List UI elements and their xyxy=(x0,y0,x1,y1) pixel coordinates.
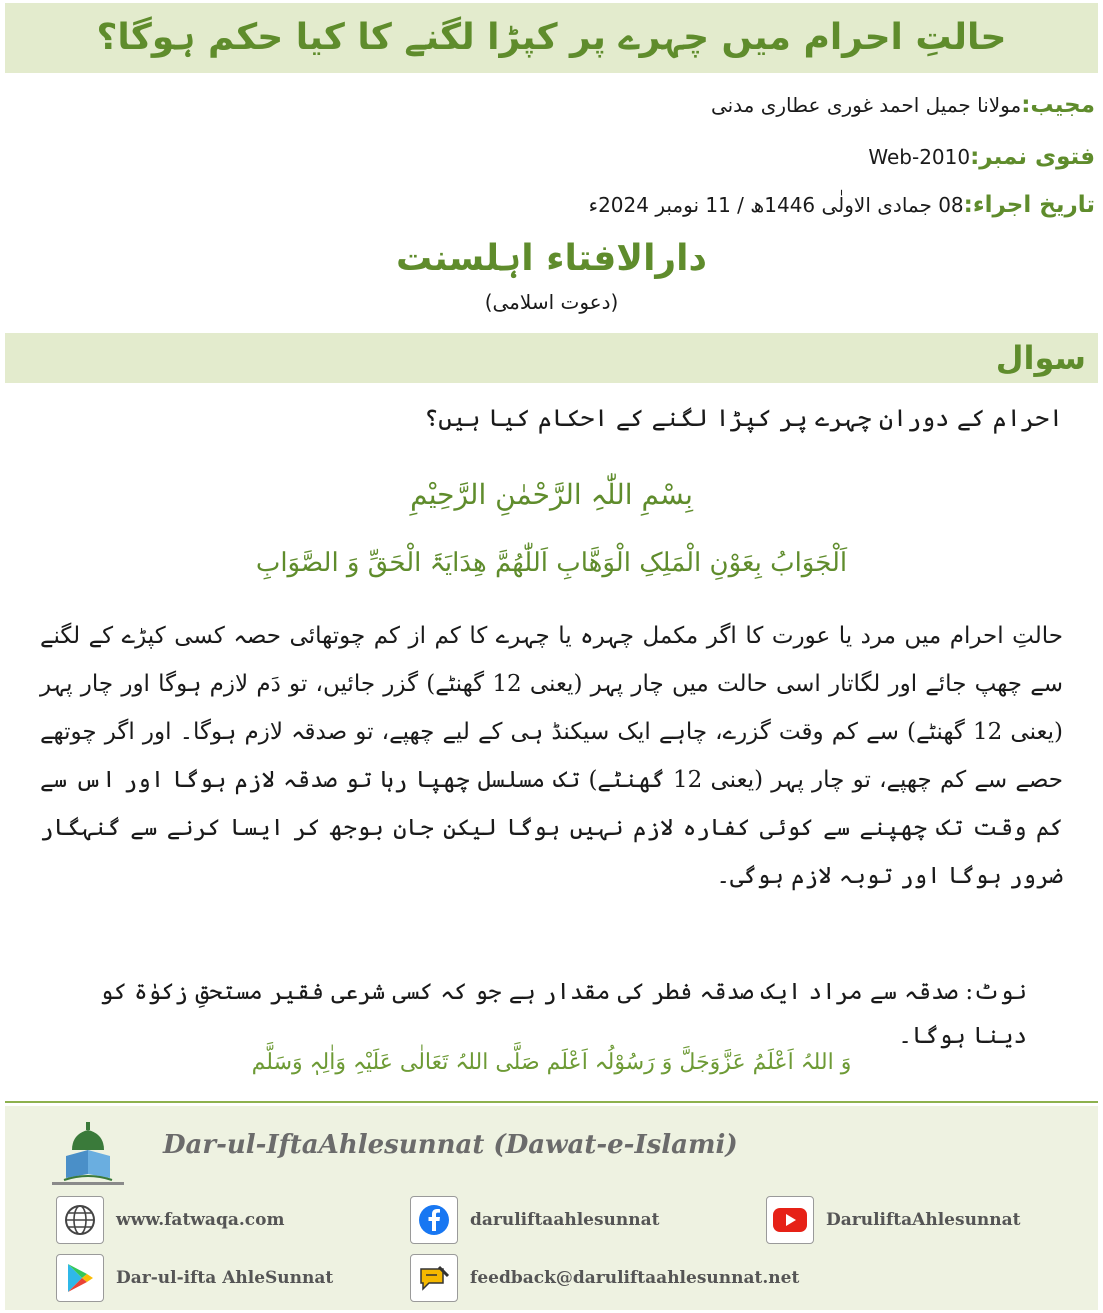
feedback-link[interactable] xyxy=(410,1254,799,1302)
play-store-link[interactable] xyxy=(56,1254,333,1302)
footer-org-name: Dar-ul-IftaAhlesunnat (Dawat-e-Islami) xyxy=(163,1130,738,1160)
issue-date-value: 08 جمادی الاولٰی 1446ھ / 11 نومبر 2024ء xyxy=(588,193,964,217)
play-store-text: Dar-ul-ifta AhleSunnat xyxy=(116,1268,334,1288)
facebook-icon xyxy=(410,1196,458,1244)
note-text: نوٹ: صدقہ سے مراد ایک صدقہ فطر کی مقدار ہے جو کہ کسی شرعی فقیر مستحقِ زکوٰۃ کو دینا ہوگا۔ xyxy=(99,979,1027,1049)
closing-formula: وَ اللہُ اَعْلَمُ عَزَّوَجَلَّ وَ رَسُوْلُہ اَعْلَم صَلَّی اللہُ تَعَالٰی عَلَیْہِ وَاٰلِہٖ وَسَلَّم xyxy=(251,1050,852,1075)
facebook-text: daruliftaahlesunnat xyxy=(470,1210,660,1230)
globe-icon xyxy=(56,1196,104,1244)
question-heading-band xyxy=(5,333,1098,383)
footer-divider xyxy=(5,1101,1098,1103)
feedback-text: feedback@daruliftaahlesunnat.net xyxy=(470,1268,800,1288)
fatwa-number-label: فتوی نمبر: xyxy=(970,144,1095,170)
question-text: احرام کے دوران چہرے پر کپڑا لگنے کے احکام کیا ہیں؟ xyxy=(424,404,1063,432)
answer-text: حالتِ احرام میں مرد یا عورت کا اگر مکمل چہرہ یا چہرے کا کم از کم چوتھائی حصہ کسی کپڑے کے لگنے سے چھپ جائے اور لگاتار اسی حالت میں چار پہر (یعنی 12 گھنٹے) گزر جائیں، تو دَم لازم ہوگا اور چار پہر (یعنی 12 گھنٹے) سے کم وقت گزرے، چاہے ایک سیکنڈ ہی کے لیے چھپے، تو صدقہ لازم ہوگا۔ اور اگر چوتھے حصے سے کم چھپے، تو چار پہر (یعنی 12 گھنٹے) تک مسلسل چھپا رہا تو صدقہ لازم ہوگا اور اس سے کم وقت تک چھپنے سے کوئی کفارہ لازم نہیں ہوگا لیکن جان بوجھ کر ایسا کرنے سے گنہگار ضرور ہوگا اور توبہ لازم ہوگی۔ xyxy=(40,623,1063,889)
darulifta-logo-icon xyxy=(42,1116,134,1190)
facebook-link[interactable] xyxy=(410,1196,659,1244)
website-link[interactable] xyxy=(56,1196,284,1244)
youtube-text: DaruliftaAhlesunnat xyxy=(826,1210,1021,1230)
fatwa-number-value: Web-2010 xyxy=(868,145,971,169)
org-subtitle: (دعوت اسلامی) xyxy=(484,290,619,314)
website-text: www.fatwaqa.com xyxy=(116,1210,285,1230)
page-title: حالتِ احرام میں چہرے پر کپڑا لگنے کا کیا حکم ہوگا؟ xyxy=(96,17,1007,58)
org-name: دارالافتاء اہلسنت xyxy=(396,238,707,279)
mujeeb-row xyxy=(711,92,1095,118)
play-store-icon xyxy=(56,1254,104,1302)
question-heading: سوال xyxy=(995,339,1086,377)
feedback-icon xyxy=(410,1254,458,1302)
issue-date-label: تاریخ اجراء: xyxy=(963,192,1095,218)
fatwa-number-row xyxy=(868,144,1095,170)
youtube-icon xyxy=(766,1196,814,1244)
issue-date-row xyxy=(589,192,1095,218)
mujeeb-label: مجیب: xyxy=(1021,92,1095,118)
title-band xyxy=(5,3,1098,73)
answer-opening: اَلْجَوَابُ بِعَوْنِ الْمَلِکِ الْوَھَّابِ اَللّٰھُمَّ ھِدَایَۃَ الْحَقِّ وَ الصَّوَابِ xyxy=(255,548,848,578)
mujeeb-value: مولانا جمیل احمد غوری عطاری مدنی xyxy=(710,93,1022,117)
youtube-link[interactable] xyxy=(766,1196,1021,1244)
bismillah: بِسْمِ اللّٰہِ الرَّحْمٰنِ الرَّحِیْمِ xyxy=(410,478,693,511)
